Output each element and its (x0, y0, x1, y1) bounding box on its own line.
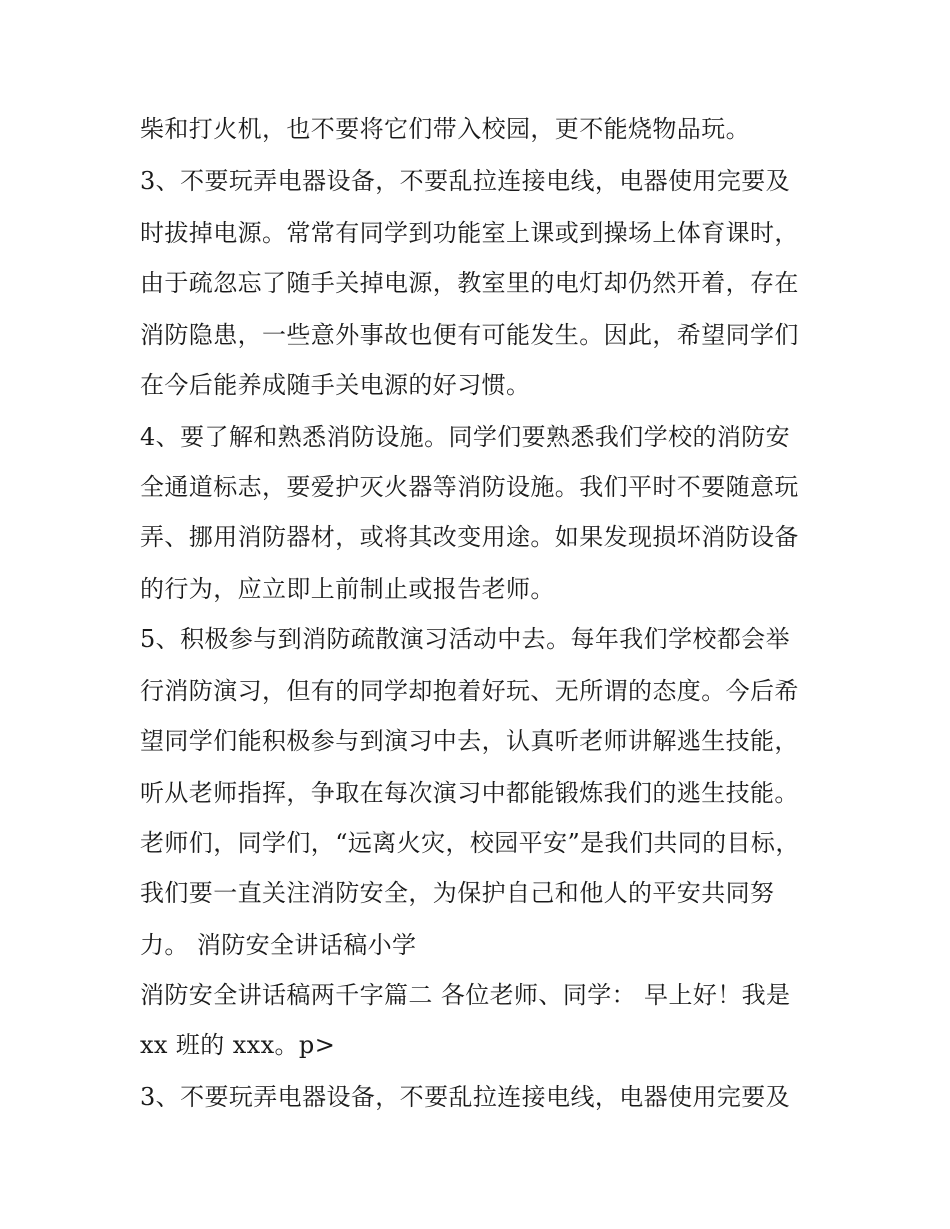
text-line: 5、积极参与到消防疏散演习活动中去。每年我们学校都会举 (140, 625, 791, 653)
text-line: 全通道标志，要爱护灭火器等消防设施。我们平时不要随意玩 (140, 473, 799, 501)
text-line: 由于疏忽忘了随手关掉电源，教室里的电灯却仍然开着，存在 (140, 269, 799, 297)
text-line: 的行为，应立即上前制止或报告老师。 (140, 575, 555, 603)
text-line: 望同学们能积极参与到演习中去，认真听老师讲解逃生技能， (140, 727, 799, 755)
text-line: 力。 消防安全讲话稿小学 (140, 931, 417, 959)
text-line: 听从老师指挥，争取在每次演习中都能锻炼我们的逃生技能。 (140, 779, 799, 807)
text-line: 柴和打火机，也不要将它们带入校园，更不能烧物品玩。 (140, 115, 750, 143)
text-line: 行消防演习，但有的同学却抱着好玩、无所谓的态度。今后希 (140, 677, 799, 705)
text-line: 老师们，同学们，“远离火灾，校园平安”是我们共同的目标， (140, 829, 800, 857)
text-line: 消防安全讲话稿两千字篇二 各位老师、同学： 早上好！我是 (140, 981, 791, 1009)
text-line: 弄、挪用消防器材，或将其改变用途。如果发现损坏消防设备 (140, 523, 799, 551)
text-line: 在今后能养成随手关电源的好习惯。 (140, 371, 531, 399)
text-line: 3、不要玩弄电器设备，不要乱拉连接电线，电器使用完要及 (140, 1083, 791, 1111)
text-line: xx 班的 xxx。p> (140, 1031, 336, 1059)
text-line: 3、不要玩弄电器设备，不要乱拉连接电线，电器使用完要及 (140, 167, 791, 195)
text-line: 我们要一直关注消防安全，为保护自己和他人的平安共同努 (140, 879, 775, 907)
text-line: 消防隐患，一些意外事故也便有可能发生。因此，希望同学们 (140, 321, 799, 349)
text-line: 4、要了解和熟悉消防设施。同学们要熟悉我们学校的消防安 (140, 423, 791, 451)
text-line: 时拔掉电源。常常有同学到功能室上课或到操场上体育课时， (140, 219, 799, 247)
